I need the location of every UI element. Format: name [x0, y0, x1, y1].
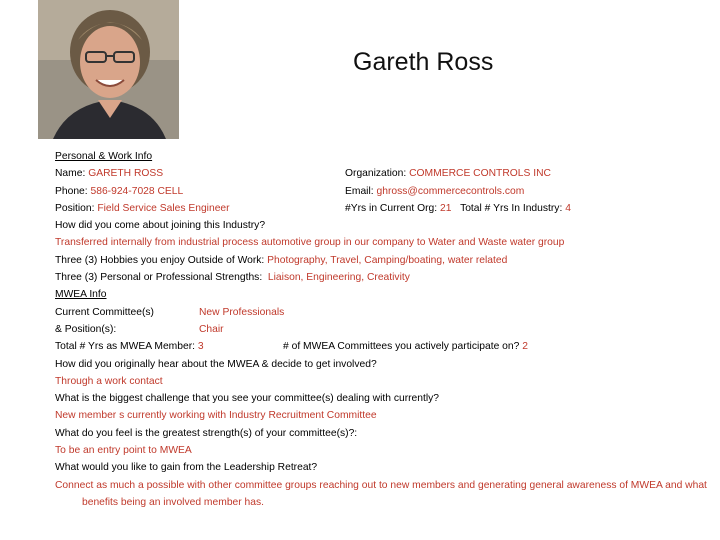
answer-challenge: New member s currently working with Industry Recruitment Committee — [55, 410, 377, 422]
phone-row — [55, 183, 695, 200]
membership-row — [55, 338, 695, 355]
yrs-industry-label: Total # Yrs In Industry: — [460, 202, 566, 214]
section-heading-personal: Personal & Work Info — [55, 151, 153, 162]
question-challenge: What is the biggest challenge that you see your committee(s) dealing with currently? — [55, 393, 440, 405]
strengths-row — [55, 269, 695, 286]
mwea-position-label: & Position(s): — [55, 323, 117, 335]
question-gain: What would you like to gain from the Leadership Retreat? — [55, 462, 318, 474]
email-label: Email: — [345, 185, 377, 197]
answer-gain: Connect as much a possible with other committee groups reaching out to new members and generating general awareness of MWEA and what benefits being an involved member has. — [55, 479, 707, 508]
yrs-org-label: #Yrs in Current Org: — [345, 202, 440, 214]
name-row — [55, 165, 695, 182]
email-value: ghross@commercecontrols.com — [376, 185, 525, 197]
strengths-label: Three (3) Personal or Professional Strengths: — [55, 272, 266, 284]
question-strength: What do you feel is the greatest strength(s) of your committee(s)?: — [55, 427, 358, 439]
yrs-member-label: Total # Yrs as MWEA Member: — [55, 341, 198, 353]
mwea-position-row — [55, 321, 695, 338]
strengths-value: Liaison, Engineering, Creativity — [267, 272, 410, 284]
org-value: COMMERCE CONTROLS INC — [409, 168, 551, 180]
hobbies-label: Three (3) Hobbies you enjoy Outside of Work: — [55, 254, 268, 266]
committees-count-label: # of MWEA Committees you actively participate on? — [283, 341, 523, 353]
answer-industry: Transferred internally from industrial process automotive group in our company to Water and Waste water group — [55, 237, 565, 249]
mwea-position-value: Chair — [199, 323, 224, 335]
question-hear: How did you originally hear about the MWEA & decide to get involved? — [55, 358, 377, 370]
answer-strength: To be an entry point to MWEA — [55, 445, 192, 457]
position-value: Field Service Sales Engineer — [97, 202, 230, 214]
section-heading-mwea: MWEA Info — [55, 289, 107, 301]
yrs-member-value: 3 — [197, 341, 204, 353]
committee-label: Current Committee(s) — [55, 306, 154, 318]
org-label: Organization: — [345, 168, 410, 180]
portrait-illustration — [38, 0, 179, 139]
org-field — [345, 165, 551, 182]
answer-hear: Through a work contact — [55, 375, 163, 387]
position-row — [55, 200, 695, 217]
name-label: Name: — [55, 168, 89, 180]
committee-value: New Professionals — [199, 306, 285, 318]
phone-value: 586-924-7028 CELL — [90, 185, 184, 197]
committees-count-field — [283, 338, 528, 355]
page-title: Gareth Ross — [353, 48, 494, 76]
yrs-industry-value: 4 — [565, 202, 571, 214]
committees-count-value: 2 — [522, 341, 528, 353]
committee-row — [55, 304, 695, 321]
question-industry: How did you come about joining this Industry? — [55, 220, 266, 232]
email-field — [345, 183, 524, 200]
years-field — [345, 200, 571, 217]
position-label: Position: — [55, 202, 98, 214]
phone-label: Phone: — [55, 185, 91, 197]
hobbies-row — [55, 252, 695, 269]
hobbies-value: Photography, Travel, Camping/boating, water related — [267, 254, 508, 266]
name-value: GARETH ROSS — [88, 168, 164, 180]
profile-photo — [38, 0, 179, 139]
yrs-org-value: 21 — [440, 202, 452, 214]
profile-content — [55, 148, 707, 511]
